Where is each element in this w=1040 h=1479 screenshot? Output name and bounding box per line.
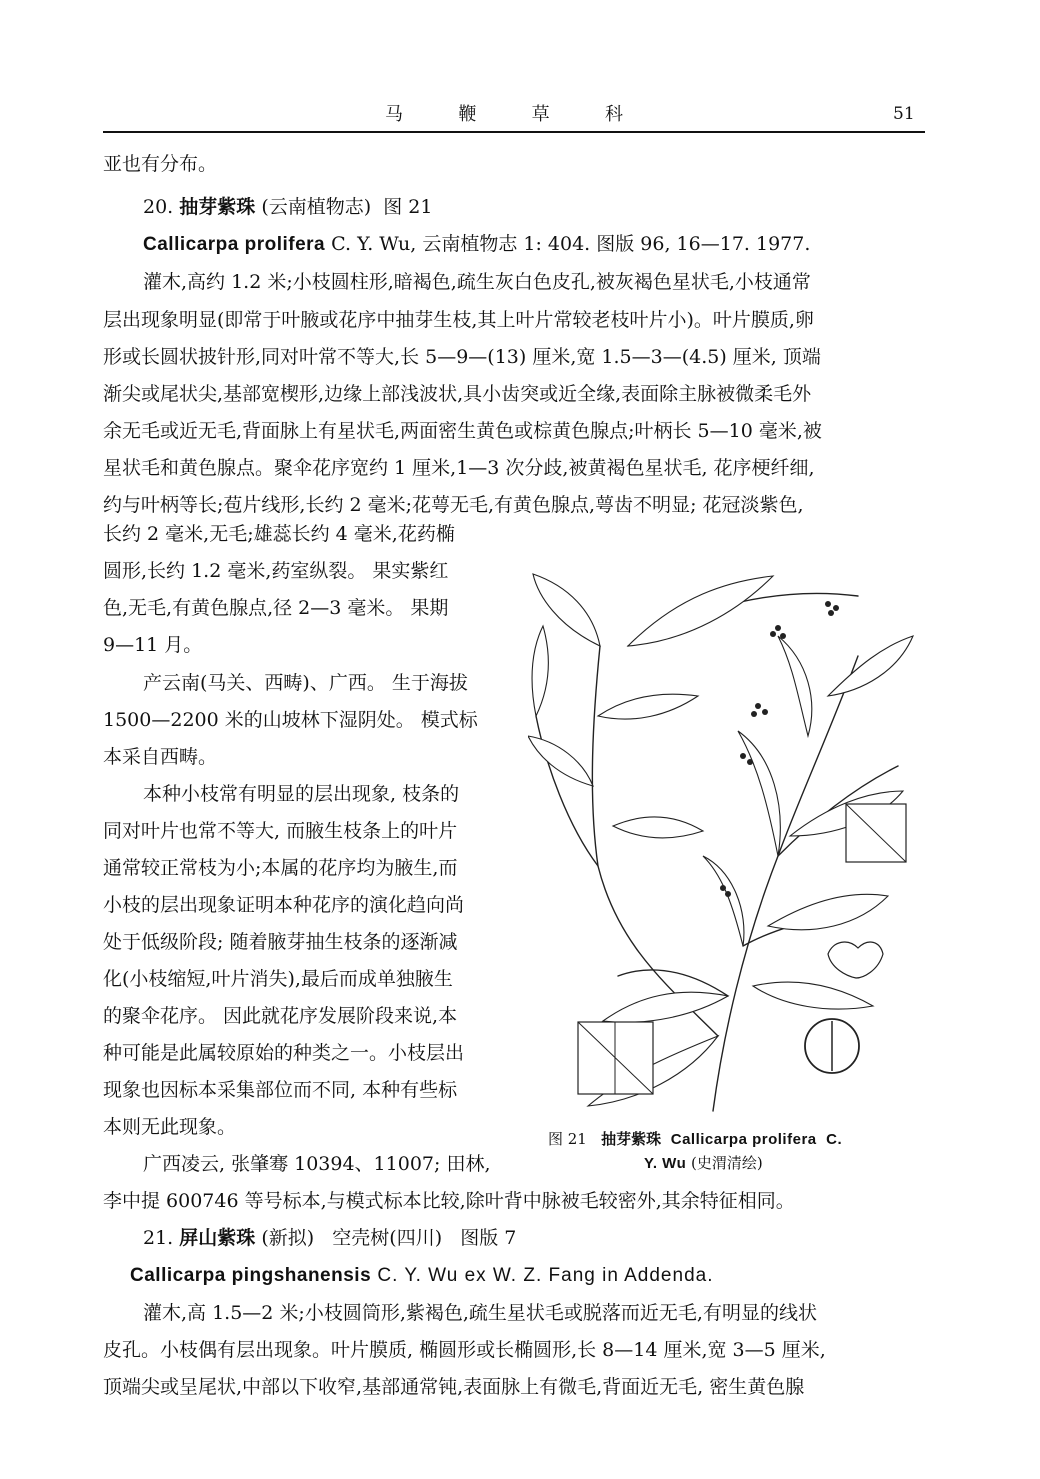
common-name: 空壳树(四川) (332, 1227, 443, 1249)
leaf (598, 694, 698, 719)
caption-name: 抽芽紫珠 (601, 1130, 662, 1148)
text-line: 顶端尖或呈尾状,中部以下收窄,基部通常钝,表面脉上有微毛,背面近无毛, 密生黄色腺 (103, 1376, 805, 1398)
text-line: 李中提 600746 等号标本,与模式标本比较,除叶背中脉被毛较密外,其余特征相同。 (103, 1190, 795, 1212)
header-rule (103, 131, 925, 133)
text-line: 处于低级阶段; 随着腋芽抽生枝条的逐渐减 (103, 931, 458, 953)
scientific-name: Callicarpa pingshanensis (130, 1265, 372, 1286)
species-20-citation (143, 230, 925, 259)
calyx-detail (828, 942, 883, 978)
caption-illustrator: (史渭清绘) (691, 1154, 763, 1172)
citation-text: C. Y. Wu ex W. Z. Fang in Addenda. (371, 1265, 714, 1286)
caption-label: 图 21 (548, 1130, 587, 1148)
fruit (775, 625, 781, 631)
branch (536, 716, 598, 866)
plant-drawing (528, 566, 920, 1120)
text-line: 皮孔。小枝偶有层出现象。叶片膜质, 椭圆形或长椭圆形,长 8—14 厘米,宽 3—5 厘米, (103, 1339, 826, 1361)
fruit (747, 759, 753, 765)
fruit (740, 753, 746, 759)
text-line: 的聚伞花序。 因此就花序发展阶段来说,本 (103, 1005, 458, 1027)
text-line: 同对叶片也常不等大, 而腋生枝条上的叶片 (103, 820, 458, 842)
text-line: 灌木,高约 1.2 米;小枝圆柱形,暗褐色,疏生灰白色皮孔,被灰褐色星状毛,小枝通常 (143, 271, 811, 293)
text-line: 灌木,高 1.5—2 米;小枝圆筒形,紫褐色,疏生星状毛或脱落而近无毛,有明显的线状 (143, 1302, 817, 1324)
leaf (528, 736, 593, 786)
leaf (703, 856, 744, 946)
citation-text: C. Y. Wu, 云南植物志 1: 404. 图版 96, 16—17. 1977. (325, 233, 811, 255)
fruit (780, 633, 786, 639)
text-line: 化(小枝缩短,叶片消失),最后而成单独腋生 (103, 968, 453, 990)
species-number: 21. (143, 1227, 174, 1249)
text-line: 本种小枝常有明显的层出现象, 枝条的 (143, 783, 460, 805)
running-title-char: 马 (385, 104, 405, 125)
species-name: 屏山紫珠 (179, 1227, 256, 1249)
leaf (778, 636, 812, 736)
text-line: 1500—2200 米的山坡林下湿阴处。 模式标 (103, 709, 478, 731)
figure-reference: 图 21 (383, 196, 433, 218)
fruit (825, 601, 831, 607)
text-line: 小枝的层出现象证明本种花序的演化趋向尚 (103, 894, 465, 916)
plate-reference: 图版 7 (460, 1227, 517, 1249)
text-line: 亚也有分布。 (103, 153, 218, 175)
species-name: 抽芽紫珠 (179, 196, 256, 218)
text-line: 本采自西畴。 (103, 746, 218, 768)
text-line: 圆形,长约 1.2 毫米,药室纵裂。 果实紫红 (103, 560, 449, 582)
text-line: 广西凌云, 张肇骞 10394、11007; 田林, (143, 1153, 491, 1175)
fruit (833, 605, 839, 611)
text-line: 本则无此现象。 (103, 1116, 237, 1138)
fruit (770, 631, 776, 637)
leaf (532, 626, 548, 716)
caption-author: Y. Wu (644, 1155, 687, 1172)
leaf (738, 731, 780, 856)
species-source: (云南植物志) (261, 196, 372, 218)
leaf (828, 636, 913, 696)
text-line: 9—11 月。 (103, 634, 203, 656)
text-line: 现象也因标本采集部位而不同, 本种有些标 (103, 1079, 458, 1101)
running-title-char: 鞭 (458, 104, 479, 125)
text-line: 种可能是此属较原始的种类之一。小枝层出 (103, 1042, 465, 1064)
text-line: 长约 2 毫米,无毛;雄蕊长约 4 毫米,花药椭 (103, 523, 455, 545)
fruit (751, 711, 757, 717)
species-number: 20. (143, 196, 174, 218)
fruit (828, 610, 834, 616)
leaf (603, 992, 728, 1022)
leaf (753, 982, 873, 1009)
species-source: (新拟) (261, 1227, 315, 1249)
running-title-char: 草 (531, 104, 552, 125)
text-line: 色,无毛,有黄色腺点,径 2—3 毫米。 果期 (103, 597, 449, 619)
text-line: 产云南(马关、西畴)、广西。 生于海拔 (143, 672, 468, 694)
running-title-char: 科 (604, 104, 625, 125)
caption-scientific-name: Callicarpa prolifera (670, 1131, 817, 1148)
caption-author: C. (826, 1131, 843, 1148)
leaf (768, 894, 888, 929)
fruit (755, 703, 761, 709)
leaf (628, 576, 773, 646)
text-line: 通常较正常枝为小;本属的花序均为腋生,而 (103, 857, 458, 879)
page-number: 51 (893, 104, 915, 124)
figure-caption-continued (644, 1152, 804, 1175)
fruit (725, 891, 731, 897)
running-title (385, 100, 625, 126)
text-line: 余无毛或近无毛,背面脉上有星状毛,两面密生黄色或棕黄色腺点;叶柄长 5—10 毫米,被 (103, 420, 822, 442)
leaf (613, 817, 703, 838)
text-line: 层出现象明显(即常于叶腋或花序中抽芽生枝,其上叶片常较老枝叶片小)。叶片膜质,卵 (103, 309, 814, 331)
text-line: 渐尖或尾状尖,基部宽楔形,边缘上部浅波状,具小齿突或近全缘,表面除主脉被微柔毛外 (103, 383, 812, 405)
fruit (762, 709, 768, 715)
species-21-heading (143, 1224, 925, 1253)
text-line: 约与叶柄等长;苞片线形,长约 2 毫米;花萼无毛,有黄色腺点,萼齿不明显; 花冠淡紫色, (103, 494, 804, 516)
botanical-illustration (528, 566, 920, 1120)
scientific-name: Callicarpa prolifera (143, 234, 326, 255)
text-line: 星状毛和黄色腺点。聚伞花序宽约 1 厘米,1—3 次分歧,被黄褐色星状毛, 花序梗纤细, (103, 457, 815, 479)
fruit (720, 885, 726, 891)
species-21-citation (130, 1261, 952, 1290)
figure-caption (548, 1128, 908, 1151)
species-20-heading (143, 193, 925, 222)
text-line: 形或长圆状披针形,同对叶常不等大,长 5—9—(13) 厘米,宽 1.5—3—(4.5) 厘米, 顶端 (103, 346, 821, 368)
